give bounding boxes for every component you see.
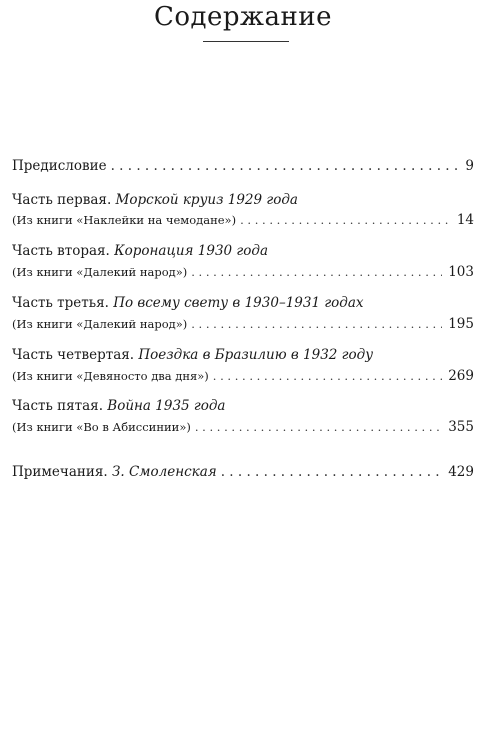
toc-page-number: 103 [448,264,474,280]
toc-entry-part-1-source[interactable] [12,212,474,228]
dot-leader [195,420,442,434]
toc-part-heading [12,347,373,363]
toc-notes-label: Примечания. [12,464,108,480]
toc-part-title: Морской круиз 1929 года [115,192,298,208]
toc-part-heading [12,243,268,259]
toc-entry-part-2-heading[interactable] [12,243,474,259]
dot-leader [191,265,442,279]
toc-page-number: 195 [448,316,474,332]
toc-part-source: (Из книги «Во в Абиссинии») [12,420,191,434]
toc-part-source: (Из книги «Далекий народ») [12,317,188,331]
dot-leader [191,317,442,331]
toc-part-source: (Из книги «Девяносто два дня») [12,369,209,383]
toc-page-number: 269 [448,368,474,384]
toc-part-source: (Из книги «Далекий народ») [12,265,188,279]
toc-part-source: (Из книги «Наклейки на чемодане») [12,213,237,227]
toc-entry-label [12,464,217,480]
toc-entry-part-1-heading[interactable] [12,192,474,208]
toc-entry-notes[interactable] [12,464,474,480]
toc-entry-part-3-source[interactable] [12,316,474,332]
dot-leader [240,213,451,227]
toc-part-heading [12,192,298,208]
toc-page-number: 9 [465,158,474,174]
toc-part-number: Часть первая. [12,192,112,208]
page-title: Содержание [153,2,333,32]
toc-entry-part-2-source[interactable] [12,264,474,280]
toc-part-title: Коронация 1930 года [114,243,268,259]
title-underline [203,41,289,42]
toc-entry-part-4-source[interactable] [12,368,474,384]
toc-part-title: Война 1935 года [107,398,226,414]
toc-entry-part-5-heading[interactable] [12,398,474,414]
toc-part-heading [12,398,225,414]
toc-page-number: 429 [448,464,474,480]
toc-part-title: Поездка в Бразилию в 1932 году [138,347,374,363]
toc-notes-author: З. Смоленская [111,464,217,480]
toc-entry-preface[interactable] [12,158,474,174]
toc-entry-part-5-source[interactable] [12,419,474,435]
toc-page-number: 355 [448,419,474,435]
toc-part-number: Часть вторая. [12,243,110,259]
dot-leader [213,369,442,383]
toc-entry-part-3-heading[interactable] [12,295,474,311]
toc-part-heading [12,295,364,311]
dot-leader [221,464,443,480]
toc-part-number: Часть третья. [12,295,109,311]
dot-leader [111,158,460,174]
toc-part-number: Часть пятая. [12,398,103,414]
toc-page-number: 14 [456,212,474,228]
toc-entry-part-4-heading[interactable] [12,347,474,363]
toc-part-number: Часть четвертая. [12,347,135,363]
toc-entry-label: Предисловие [12,158,107,174]
toc-part-title: По всему свету в 1930–1931 годах [113,295,364,311]
